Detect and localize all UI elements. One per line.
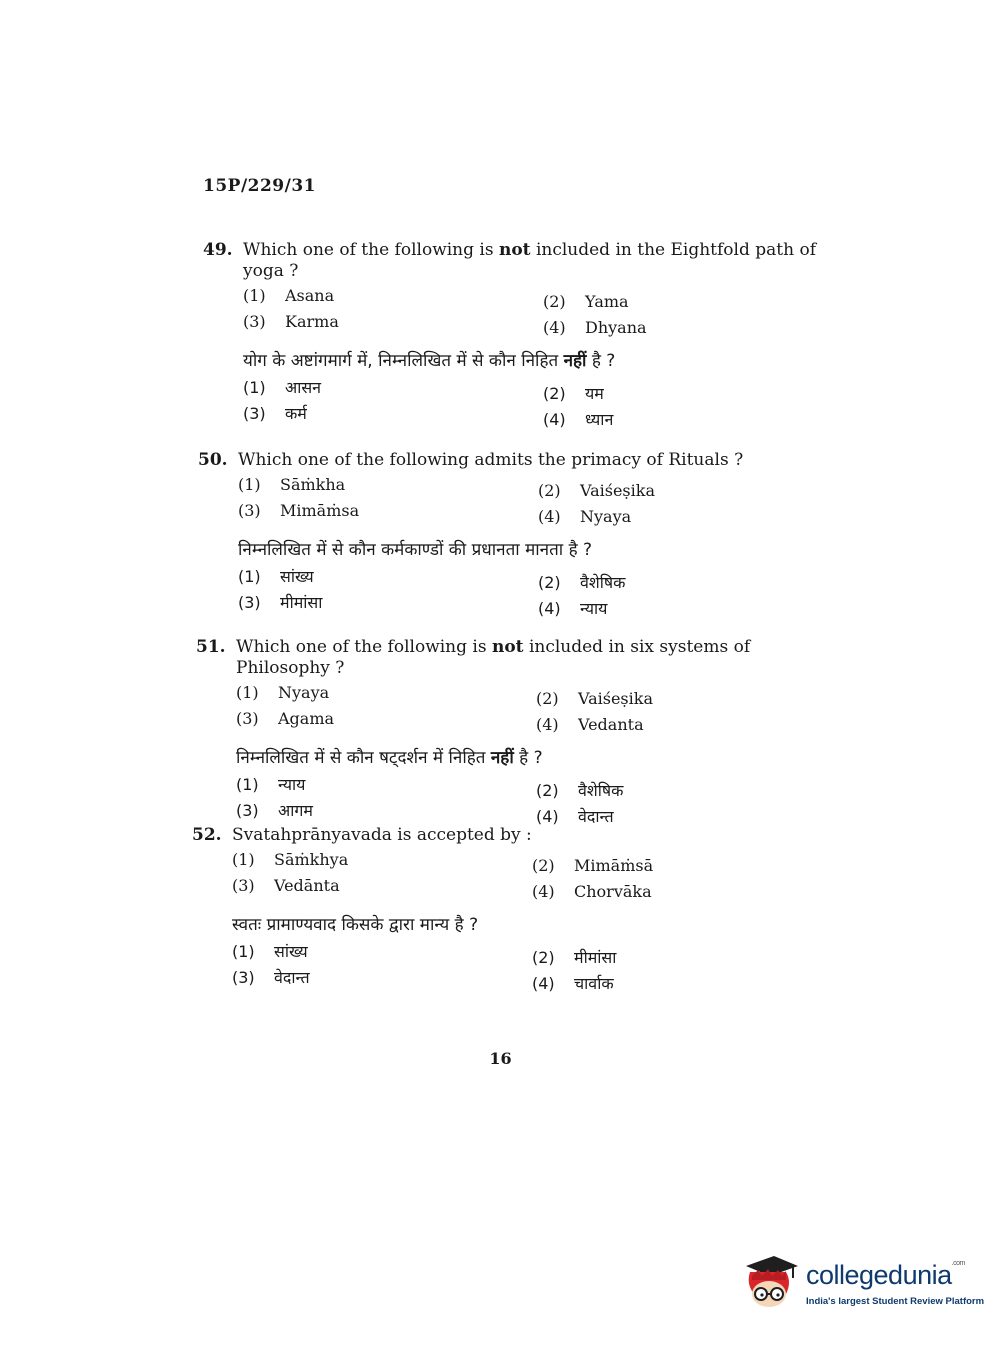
option-4-hindi: (4) वेदान्त	[536, 807, 614, 826]
question-number: 50.	[198, 450, 228, 470]
option-3: (3) Mimāṁsa	[238, 501, 360, 520]
option-1-hindi: (1) सांख्य	[238, 567, 314, 586]
option-2: (2) Yama	[543, 292, 629, 311]
question-stem-english: 50. Which one of the following admits the primacy of Rituals ?	[198, 450, 744, 470]
collegedunia-logo[interactable]	[740, 1250, 985, 1320]
option-3: (3) Karma	[243, 312, 339, 331]
logo-tagline: India's largest Student Review Platform	[806, 1296, 985, 1307]
logo-name: collegedunia	[806, 1260, 952, 1290]
option-2-hindi: (2) मीमांसा	[532, 948, 617, 967]
question-stem-hindi: योग के अष्टांगमार्ग में, निम्नलिखित में से कौन निहित नहीं है ?	[243, 351, 616, 371]
options-english	[232, 850, 842, 904]
options-hindi	[243, 376, 853, 430]
options-hindi	[238, 565, 848, 619]
option-1: (1) Sāṁkha	[238, 475, 346, 494]
question-stem-english: 49. Which one of the following is not included in the Eightfold path of yoga ?	[203, 240, 816, 281]
question-stem-english: 51. Which one of the following is not included in six systems of Philosophy ?	[196, 637, 751, 678]
question-51	[196, 637, 846, 827]
option-2-hindi: (2) यम	[543, 384, 604, 403]
option-1-hindi: (1) न्याय	[236, 775, 306, 794]
option-4: (4) Chorvāka	[532, 882, 652, 901]
option-2-hindi: (2) वैशेषिक	[538, 573, 626, 592]
option-1: (1) Sāṁkhya	[232, 850, 349, 869]
option-4-hindi: (4) न्याय	[538, 599, 608, 618]
option-3-hindi: (3) मीमांसा	[238, 593, 323, 612]
option-3-hindi: (3) वेदान्त	[232, 968, 310, 987]
options-english	[243, 286, 853, 340]
option-3: (3) Vedānta	[232, 876, 340, 895]
options-hindi	[236, 773, 846, 827]
question-50	[198, 450, 848, 619]
question-49	[203, 240, 853, 430]
logo-suffix: .com	[951, 1260, 965, 1267]
options-english	[238, 475, 848, 529]
question-52	[192, 825, 842, 994]
paper-code: 15P/229/31	[203, 176, 317, 196]
option-3: (3) Agama	[236, 709, 335, 728]
question-stem-hindi: निम्नलिखित में से कौन कर्मकाण्डों की प्रधानता मानता है ?	[238, 540, 593, 560]
question-stem-hindi: निम्नलिखित में से कौन षट्दर्शन में निहित नहीं है ?	[236, 748, 543, 768]
option-1: (1) Asana	[243, 286, 335, 305]
option-2: (2) Vaiśeṣika	[536, 689, 653, 708]
option-1-hindi: (1) सांख्य	[232, 942, 308, 961]
page-number: 16	[489, 1049, 512, 1068]
question-stem-english: 52. Svatahprānyavada is accepted by :	[192, 825, 532, 845]
options-hindi	[232, 940, 842, 994]
question-number: 52.	[192, 825, 222, 845]
student-mascot-icon	[740, 1250, 802, 1312]
option-4-hindi: (4) चार्वाक	[532, 974, 614, 993]
option-2: (2) Vaiśeṣika	[538, 481, 655, 500]
option-4: (4) Dhyana	[543, 318, 647, 337]
question-number: 49.	[203, 240, 233, 260]
option-4-hindi: (4) ध्यान	[543, 410, 614, 429]
option-4: (4) Nyaya	[538, 507, 632, 526]
question-stem-hindi: स्वतः प्रामाण्यवाद किसके द्वारा मान्य है ?	[232, 915, 479, 935]
options-english	[236, 683, 846, 737]
option-1-hindi: (1) आसन	[243, 378, 322, 397]
option-3-hindi: (3) आगम	[236, 801, 313, 820]
option-3-hindi: (3) कर्म	[243, 404, 307, 423]
option-2: (2) Mimāṁsā	[532, 856, 654, 875]
option-4: (4) Vedanta	[536, 715, 644, 734]
option-1: (1) Nyaya	[236, 683, 330, 702]
question-number: 51.	[196, 637, 226, 657]
option-2-hindi: (2) वैशेषिक	[536, 781, 624, 800]
